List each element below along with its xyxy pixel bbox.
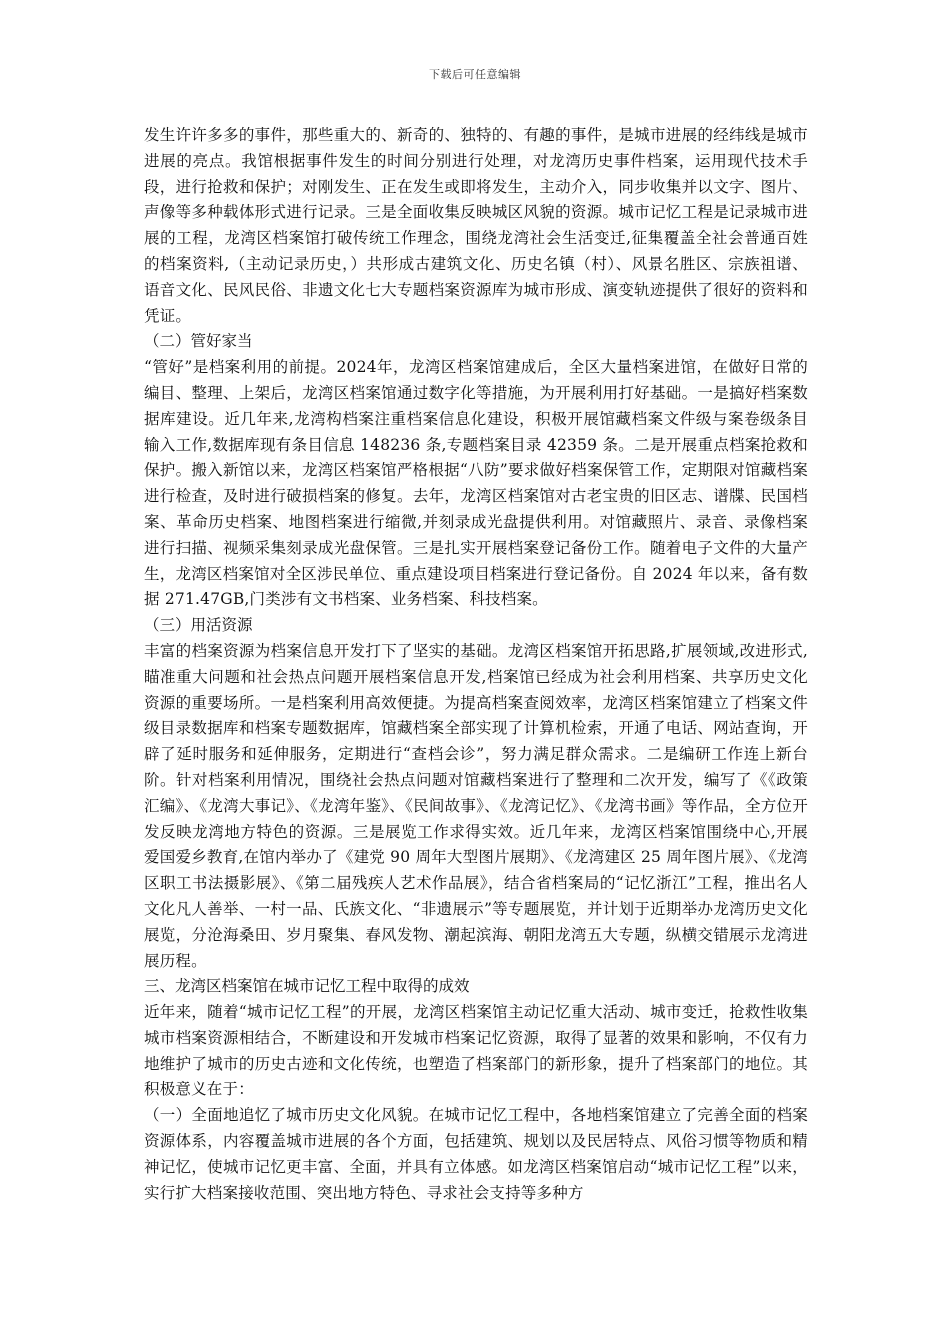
section-heading-use: （三）用活资源 bbox=[144, 616, 253, 635]
paragraph-city-events: 发生许许多多的事件，那些重大的、新奇的、独特的、有趣的事件，是城市进展的经纬线是城市进展的亮点。我馆根据事件发生的时间分别进行处理，对龙湾历史事件档案，运用现代技术手段，进行抢救和保护；对刚发生、正在发生或即将发生，主动介入，同步收集并以文字、图片、声像等多种载体形式进行记录。三是全面收集反映城区风貌的资源。城市记忆工程是记录城市进展的工程，龙湾区档案馆打破传统工作理念，围绕龙湾社会生活变迁,征集覆盖全社会普通百姓的档案资料,（主动记录历史，）共形成古建筑文化、历史名镇（村）、风景名胜区、宗族祖谱、语音文化、民风民俗、非遗文化七大专题档案资源库为城市形成、演变轨迹提供了很好的资料和凭证。 bbox=[144, 126, 808, 325]
page-header: 下载后可任意编辑 bbox=[429, 68, 521, 81]
section-heading-results: 三、龙湾区档案馆在城市记忆工程中取得的成效 bbox=[144, 977, 470, 996]
document-body bbox=[144, 123, 808, 1206]
paragraph-recall-culture: （一）全面地追忆了城市历史文化风貌。在城市记忆工程中，各地档案馆建立了完善全面的档案资源体系，内容覆盖城市进展的各个方面，包括建筑、规划以及民居特点、风俗习惯等物质和精神记忆，使城市记忆更丰富、全面，并具有立体感。如龙湾区档案馆启动“城市记忆工程”以来，实行扩大档案接收范围、突出地方特色、寻求社会支持等多种方 bbox=[144, 1106, 808, 1202]
paragraph-results: 近年来，随着“城市记忆工程”的开展，龙湾区档案馆主动记忆重大活动、城市变迁，抢救性收集城市档案资源相结合，不断建设和开发城市档案记忆资源，取得了显著的效果和影响，不仅有力地维护了城市的历史古迹和文化传统，也塑造了档案部门的新形象，提升了档案部门的地位。其积极意义在于： bbox=[144, 1003, 808, 1099]
paragraph-manage: “管好”是档案利用的前提。2024年，龙湾区档案馆建成后，全区大量档案进馆，在做好日常的编目、整理、上架后，龙湾区档案馆通过数字化等措施，为开展利用打好基础。一是搞好档案数据库建设。近几年来,龙湾构档案注重档案信息化建设，积极开展馆藏档案文件级与案卷级条目输入工作,数据库现有条目信息 148236 条,专题档案目录 42359 条。二是开展重点档案抢救和保护。搬入新馆以来，龙湾区档案馆严格根据“八防”要求做好档案保管工作，定期限对馆藏档案进行检查，及时进行破损档案的修复。去年，龙湾区档案馆对古老宝贵的旧区志、谱牒、民国档案、革命历史档案、地图档案进行缩微,并刻录成光盘提供利用。对馆藏照片、录音、录像档案进行扫描、视频采集刻录成光盘保管。三是扎实开展档案登记备份工作。随着电子文件的大量产生，龙湾区档案馆对全区涉民单位、重点建设项目档案进行登记备份。自 2024 年以来，备有数据 271.47GB,门类涉有文书档案、业务档案、科技档案。 bbox=[144, 358, 808, 609]
section-heading-manage: （二）管好家当 bbox=[144, 332, 253, 351]
paragraph-use: 丰富的档案资源为档案信息开发打下了坚实的基础。龙湾区档案馆开拓思路,扩展领域,改进形式,瞄准重大问题和社会热点问题开展档案信息开发,档案馆已经成为社会利用档案、共享历史文化资源的重要场所。一是档案利用高效便捷。为提高档案查阅效率，龙湾区档案馆建立了档案文件级目录数据库和档案专题数据库，馆藏档案全部实现了计算机检索，开通了电话、网站查询，开辟了延时服务和延伸服务，定期进行“查档会诊”，努力满足群众需求。二是编研工作连上新台阶。针对档案利用情况，围绕社会热点问题对馆藏档案进行了整理和二次开发，编写了《《政策汇编》、《龙湾大事记》、《龙湾年鉴》、《民间故事》、《龙湾记忆》、《龙湾书画》等作品，全方位开发反映龙湾地方特色的资源。三是展览工作求得实效。近几年来，龙湾区档案馆围绕中心,开展爱国爱乡教育,在馆内举办了《建党 90 周年大型图片展期》、《龙湾建区 25 周年图片展》、《龙湾区职工书法摄影展》、《第二届残疾人艺术作品展》，结合省档案局的“记忆浙江”工程，推出名人文化凡人善举、一村一品、氏族文化、“非遗展示”等专题展览，并计划于近期举办龙湾历史文化展览，分沧海桑田、岁月聚集、春风发物、潮起滨海、朝阳龙湾五大专题，纵横交错展示龙湾进展历程。 bbox=[144, 641, 808, 970]
